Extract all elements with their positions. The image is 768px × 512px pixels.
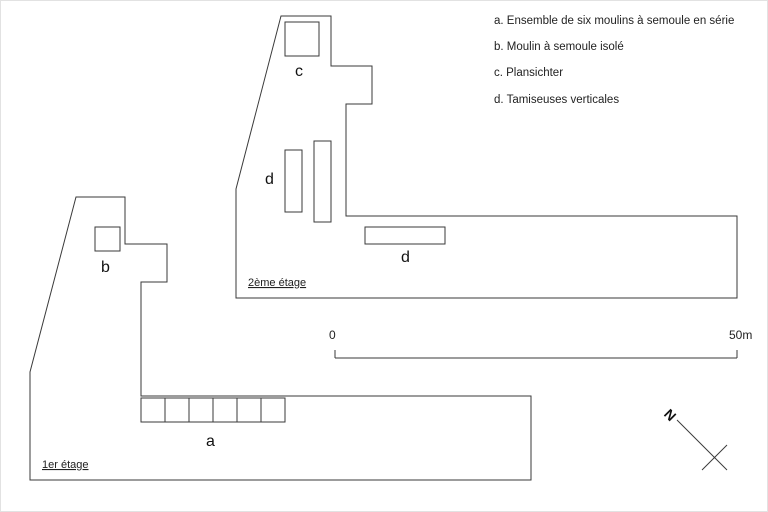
mill-a-1 — [141, 398, 165, 422]
mill-a-5 — [237, 398, 261, 422]
second-floor-plan — [236, 16, 737, 298]
sifter-d-vertical-2 — [314, 141, 331, 222]
mill-a-6 — [261, 398, 285, 422]
mill-b-box — [95, 227, 120, 251]
first-floor-outline — [30, 197, 531, 480]
label-d-bottom: d — [401, 249, 410, 266]
label-b: b — [101, 259, 110, 276]
scale-start-label: 0 — [329, 328, 336, 342]
first-floor-title: 1er étage — [42, 459, 89, 471]
mill-row-a — [141, 398, 285, 422]
mill-a-4 — [213, 398, 237, 422]
legend-item-d: d. Tamiseuses verticales — [494, 94, 620, 106]
label-a: a — [206, 433, 215, 450]
second-floor-outline — [236, 16, 737, 298]
north-arrow — [661, 406, 727, 470]
legend — [494, 15, 734, 106]
legend-item-b: b. Moulin à semoule isolé — [494, 41, 624, 53]
plansichter-c-box — [285, 22, 319, 56]
north-label: N — [661, 405, 680, 425]
scale-bar — [329, 328, 752, 358]
legend-item-a: a. Ensemble de six moulins à semoule en série — [494, 15, 735, 27]
sifter-d-horizontal — [365, 227, 445, 244]
north-arrow-line — [677, 420, 727, 470]
label-c: c — [295, 63, 303, 80]
scale-end-label: 50m — [729, 328, 753, 342]
mill-a-3 — [189, 398, 213, 422]
sifter-d-vertical-1 — [285, 150, 302, 212]
mill-a-2 — [165, 398, 189, 422]
first-floor-plan — [30, 197, 531, 480]
second-floor-title: 2ème étage — [248, 277, 307, 289]
legend-item-c: c. Plansichter — [494, 67, 564, 79]
label-d-left: d — [265, 171, 274, 188]
